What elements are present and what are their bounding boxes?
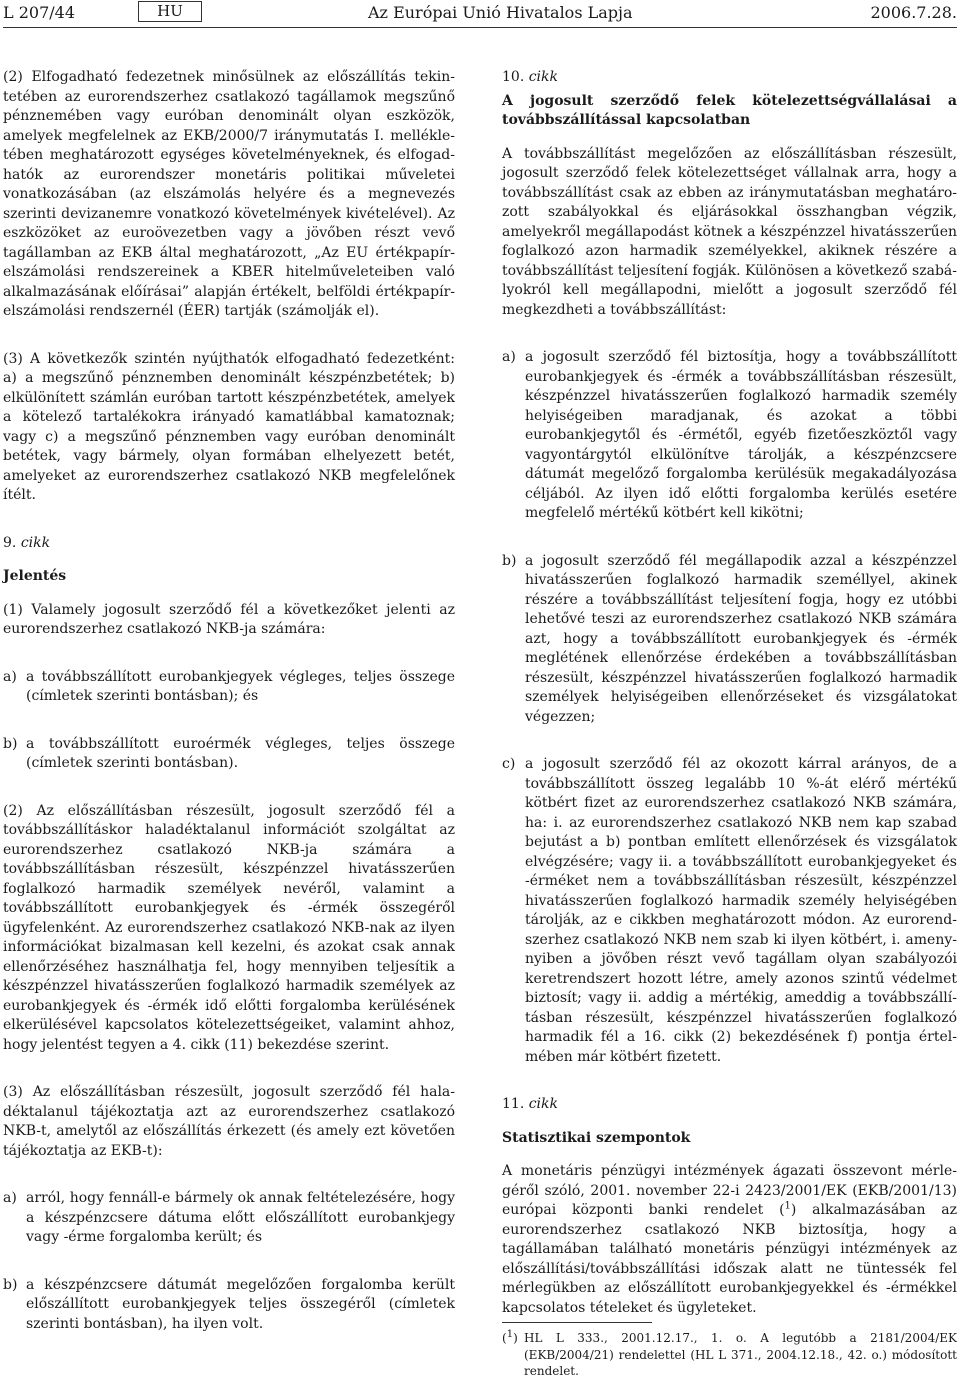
right-column	[502, 68, 957, 1318]
journal-title: Az Európai Unió Hivatalos Lapja	[368, 3, 633, 22]
header-divider	[3, 27, 957, 28]
list-item-text: a továbbszállított euroérmék végleges, teljes összege (címletek szerinti bontásban).	[26, 735, 455, 771]
article-9-word: cikk	[20, 534, 51, 551]
footnote-reference[interactable]: 1	[784, 1200, 791, 1212]
article-9-num: 9.	[3, 534, 17, 551]
list-item-label: a)	[502, 349, 516, 365]
article-11-word: cikk	[528, 1096, 559, 1112]
footnote	[502, 1330, 957, 1380]
article-10-num: 10.	[502, 69, 525, 85]
list-item-label: b)	[3, 735, 18, 752]
page-reference: L 207/44	[3, 3, 75, 22]
list-item-label: c)	[502, 756, 516, 772]
paragraph-10-intro: A továbbszállítást megelőzően az előszállításban részesült, jogosult szerződő felek kötelezettséget vállalnak arra, hogy a továbbszállítást csak az ebben az iránymutatásban meghatározott szabályokkal és eljárásokkal összhangban végzik, amelyekről megállapodást kötnek a készpénzzel hivatásszerűen foglalkozó azon harmadik személyekkel, akiknek részére a továbbszállítást teljesítení fogják. Különösen a következő szabályokról kell megállapodni, mielőtt a jogosult szerződő fél megkezdheti a továbbszállítást:	[502, 145, 957, 318]
article-9-title: Jelentés	[3, 568, 67, 584]
footnote-divider	[502, 1322, 652, 1323]
footnote-paren-close: )	[513, 1331, 518, 1345]
language-badge: HU	[138, 1, 202, 22]
article-11-number	[502, 1095, 957, 1115]
list-item-label: b)	[3, 1276, 18, 1293]
left-column	[3, 68, 455, 1334]
publication-date: 2006.7.28.	[870, 3, 957, 22]
list-item	[502, 755, 957, 1067]
list-item-text: a jogosult szerződő fél megállapodik azzal a készpénzzel hivatásszerűen foglalkozó harmadik személlyel, akinek részére a továbbszállítást teljesítení fogja, hogy ez utóbbi lehetővé teszi az eurorendszerhez csatlakozó NKB számára azt, hogy a továbbszállított eurobankjegyek és -érmék meglétének ellenőrzése érdekében a továbbszállításban részesült, készpénzzel hivatásszerűen foglalkozó harmadik személyek helyiségeiben ellenőrzéseket és vizsgálatokat végezzen;	[525, 552, 957, 725]
paragraph-8-3: (3) A következők szintén nyújthatók elfogadható fedezetként: a) a megszűnő pénznemben denominált készpénzbetétek; b) elkülönített számlán euróban tartott készpénzbetétek, amelyek a kötelező tartalékokra irányadó kamatlábbal kamatoznak; vagy c) a megszűnő pénznemben vagy euróban denominált betétek, vagy bármely, olyan formában elhelyezett betét, amelyeket az eurorendszerhez csatlakozó NKB megfelelőnek ítélt.	[3, 350, 455, 503]
paragraph-8-2: (2) Elfogadható fedezetnek minősülnek az előszállítás tekintetében az eurorendszerhez csatlakozó tagállamok megszűnő pénznemében vagy euróban denominált olyan eszközök, amelyek megfelelnek az EKB/2000/7 iránymutatás I. mellékletében meghatározott egységes követelményeknek, és elfogadhatók az eurorendszer monetáris politikai műveletei vonatkozásában (az elszámolás helyére és a megnevezés szerinti devizanemre vonatkozó követelmények kivételével). Az eszközöket az euroövezetben vagy a jövőben részt vevő tagállamban az EKB által meghatározott, „Az EU értékpapír-elszámolási rendszereinek a KBER hitelműveleteiben való alkalmazásának előírásai” alapján értékelt, belföldi értékpapír-elszámolási rendszernél (ÉER) tartják (számolják el).	[3, 69, 455, 319]
footnote-label	[502, 1330, 524, 1380]
list-item-text: a készpénzcsere dátumát megelőzően forgalomba került előszállított eurobankjegyek teljes összegéről (címletek szerinti bontásban), ha ilyen volt.	[26, 1276, 455, 1332]
list-item-text: a továbbszállított eurobankjegyek végleges, teljes összege (címletek szerinti bontásban); és	[26, 668, 455, 704]
article-10-number	[502, 68, 957, 88]
article-11-title: Statisztikai szempontok	[502, 1129, 691, 1146]
list-item-text: a jogosult szerződő fél az okozott kárral arányos, de a továbbszállított összeg legalább 10 %-át elérő mértékű kötbért fizet az eurorendszerhez csatlakozó NKB számára, ha: i. az eurorendszerhez csatlakozó NKB nem kap szabad bejutást a b) pontban említett ellenőrzések és vizsgálatok elvégzésére; vagy ii. a továbbszállított eurobankjegyeket és -érméket nem a továbbszállításban részesült, készpénzzel hivatásszerűen foglalkozó harmadik személy helyiségében tárolják, az e cikkben meghatározott módon. Az eurorendszerhez csatlakozó NKB nem szab ki ilyen kötbért, i. amenynyiben a jövőben részt vevő tagállam olyan szabályozói keretrendszert hozott létre, amely azonos szintű védelmet biztosít; vagy ii. addig a mértékig, ameddig a továbbszállításban részesült, készpénzzel hivatásszerűen foglalkozó harmadik fél a 16. cikk (2) bekezdésének f) pontja értelmében már kötbért fizetett.	[525, 756, 957, 1065]
list-item	[502, 348, 957, 524]
list-item	[502, 552, 957, 728]
paragraph-9-2: (2) Az előszállításban részesült, jogosult szerződő fél a továbbszállításkor haladéktalanul információt szolgáltat az eurorendszerhez csatlakozó NKB-ja számára a továbbszállításban részesült, készpénzzel hivatásszerűen foglalkozó harmadik személyek nevéről, valamint a továbbszállított eurobankjegyek és -érmék összegéről ügyfelenként. Az eurorendszerhez csatlakozó NKB-nak az ilyen információkat bizalmasan kell kezelni, és azokat csak annak ellenőrzéséhez használhatja fel, hogy mennyiben teljesítik a készpénzzel hivatásszerűen foglalkozó harmadik személyek az eurobankjegyek és -érmék idő előtti forgalomba kerülésének elkerülésével kapcsolatos kötelezettségeiket, valamint ahhoz, hogy jelentést tegyen a 4. cikk (11) bekezdése szerint.	[3, 802, 455, 1053]
paragraph-9-1: (1) Valamely jogosult szerződő fél a következőket jelenti az eurorendszerhez csatlakozó NKB-ja számára:	[3, 601, 455, 637]
article-10-word: cikk	[528, 69, 559, 85]
paragraph-9-3: (3) Az előszállításban részesült, jogosult szerződő fél haladéktalanul tájékoztatja azt az eurorendszerhez csatlakozó NKB-t, amelytől az előszállítás érkezett (és amely ezt követően tájékoztatja az EKB-t):	[3, 1084, 455, 1159]
list-item-text: arról, hogy fennáll-e bármely ok annak feltételezésére, hogy a készpénzcsere dátuma előtt előszállított eurobankjegy vagy -érme forgalomba került; és	[26, 1190, 455, 1245]
page-header	[0, 0, 960, 28]
paragraph-11-start: A monetáris pénzügyi intézmények ágazati összevont mérlegéről szóló, 2001. november 22-i 2423/2001/EK (EKB/2001/13) európai központi banki rendelet (	[502, 1163, 957, 1218]
article-9-number	[3, 534, 455, 554]
list-item-text: a jogosult szerződő fél biztosítja, hogy a továbbszállított eurobankjegyek és -érmék a továbbszállításban részesült, készpénzzel hivatásszerűen foglalkozó harmadik személy helyiségeiben maradjanak, és azokat a többi eurobankjegytől és -érmétől, egyéb fizetőeszköztől vagy vagyontárgytól elkülönítve tárolják, a készpénzcsere dátumát megelőző forgalomba kerülésük megakadályozása céljából. Az ilyen idő előtti forgalomba kerülés esetére megfelelő mértékű kötbért kell kikötni;	[525, 349, 957, 521]
list-item-label: a)	[3, 1190, 17, 1206]
list-item-label: b)	[502, 552, 517, 569]
list-item	[3, 735, 455, 774]
paragraph-11-end: ) alkalmazásában az eurorendszerhez csatlakozó NKB biztosítja, hogy a tagállamában található monetáris pénzügyi intézmények az előszállítási/továbbszállítási időszak alatt ne tüntessék fel mérlegükben az előszállított eurobankjegyekkel és -érmékkel kapcsolatos tételeket és ügyleteket.	[502, 1202, 957, 1316]
list-item	[3, 1189, 455, 1248]
footnote-text: HL L 333., 2001.12.17., 1. o. A legutóbb a 2181/2004/EK (EKB/2004/21) rendelettel (HL L 371., 2004.12.18., 42. o.) módosított rendelet.	[524, 1331, 957, 1378]
list-item	[3, 1276, 455, 1335]
article-10-title: A jogosult szerződő felek kötelezettségvállalásai a továbbszállítással kapcsolatban	[502, 92, 957, 128]
list-item-label: a)	[3, 668, 17, 685]
footnote-number: 1	[506, 1329, 514, 1340]
list-item	[3, 668, 455, 707]
footnote-paren-open: (	[502, 1331, 507, 1345]
article-11-num: 11.	[502, 1096, 525, 1112]
paragraph-11	[502, 1162, 957, 1318]
